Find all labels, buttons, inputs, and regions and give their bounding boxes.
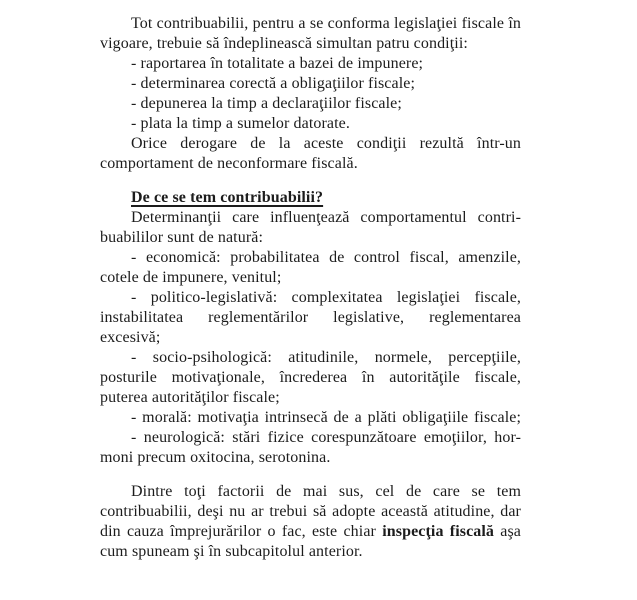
text-line: [100, 34, 521, 54]
text-line: [100, 268, 521, 288]
text-segment: - neurologică: stări fizice corespunzătoare emoţiilor, hor-: [131, 429, 521, 446]
paragraph: [100, 482, 521, 562]
text-segment: buabililor sunt de natură:: [100, 229, 264, 246]
paragraph: [100, 74, 521, 94]
document-text-block: [100, 14, 521, 562]
text-segment: cum spuneam şi în subcapitolul anterior.: [100, 543, 363, 560]
text-segment: De ce se tem contribuabilii?: [131, 189, 324, 206]
text-line: [100, 408, 521, 428]
paragraph: [100, 94, 521, 114]
text-segment: moni precum oxitocina, serotonina.: [100, 449, 331, 466]
text-line: [100, 348, 521, 368]
text-segment: excesivă;: [100, 329, 161, 346]
text-line: [100, 308, 521, 328]
text-line: [100, 134, 521, 154]
text-segment: puterea autorităţilor fiscale;: [100, 389, 280, 406]
heading-line: [100, 188, 521, 208]
text-line: [100, 228, 521, 248]
text-segment: - socio-psihologică: atitudinile, normele, percepţiile,: [131, 349, 521, 366]
text-line: [100, 388, 521, 408]
text-line: [100, 54, 521, 74]
text-segment: - morală: motivaţia intrinsecă de a plăti obligaţiile fiscale;: [131, 409, 521, 426]
text-line: [100, 114, 521, 134]
text-line: [100, 14, 521, 34]
paragraph-spacer: [100, 174, 521, 188]
paragraph: [100, 134, 521, 174]
text-line: [100, 368, 521, 388]
text-segment: contribuabilii, deşi nu ar trebui să adopte această atitudine, dar: [100, 503, 521, 520]
text-segment: vigoare, trebuie să îndeplinească simultan patru condiţii:: [100, 35, 468, 52]
text-segment: - politico-legislativă: complexitatea legislaţiei fiscale,: [131, 289, 521, 306]
bold-text: inspecţia fiscală: [382, 523, 495, 540]
text-segment: - depunerea la timp a declaraţiilor fiscale;: [131, 95, 402, 112]
text-line: [100, 428, 521, 448]
paragraph-spacer: [100, 468, 521, 482]
paragraph: [100, 428, 521, 468]
text-segment: Orice derogare de la aceste condiţii rezultă într-un: [131, 135, 521, 152]
text-segment: din cauza împrejurărilor o fac, este chiar: [100, 523, 383, 540]
paragraph: [100, 288, 521, 348]
text-segment: aşa: [494, 523, 521, 540]
text-segment: Determinanţii care influenţează comportamentul contri-: [131, 209, 521, 226]
text-line: [100, 74, 521, 94]
paragraph: [100, 408, 521, 428]
text-segment: cotele de impunere, venitul;: [100, 269, 282, 286]
text-segment: Dintre toţi factorii de mai sus, cel de care se tem: [131, 483, 521, 500]
text-line: [100, 502, 521, 522]
text-line: [100, 522, 521, 542]
text-line: [100, 328, 521, 348]
section-heading: [100, 188, 521, 208]
paragraph: [100, 208, 521, 248]
text-segment: - raportarea în totalitate a bazei de impunere;: [131, 55, 424, 72]
text-line: [100, 154, 521, 174]
text-segment: - economică: probabilitatea de control fiscal, amenzile,: [131, 249, 521, 266]
text-line: [100, 94, 521, 114]
text-line: [100, 208, 521, 228]
text-line: [100, 288, 521, 308]
text-segment: instabilitatea reglementărilor legislative, reglementarea: [100, 309, 521, 326]
paragraph: [100, 54, 521, 74]
paragraph: [100, 14, 521, 54]
paragraph: [100, 348, 521, 408]
paragraph: [100, 114, 521, 134]
text-line: [100, 482, 521, 502]
text-segment: Tot contribuabilii, pentru a se conforma legislaţiei fiscale în: [131, 15, 521, 32]
text-segment: posturile motivaţionale, încrederea în autorităţile fiscale,: [100, 369, 521, 386]
text-segment: - determinarea corectă a obligaţiilor fiscale;: [131, 75, 416, 92]
text-line: [100, 448, 521, 468]
text-line: [100, 542, 521, 562]
text-segment: - plata la timp a sumelor datorate.: [131, 115, 350, 132]
text-line: [100, 248, 521, 268]
paragraph: [100, 248, 521, 288]
text-segment: comportament de neconformare fiscală.: [100, 155, 358, 172]
